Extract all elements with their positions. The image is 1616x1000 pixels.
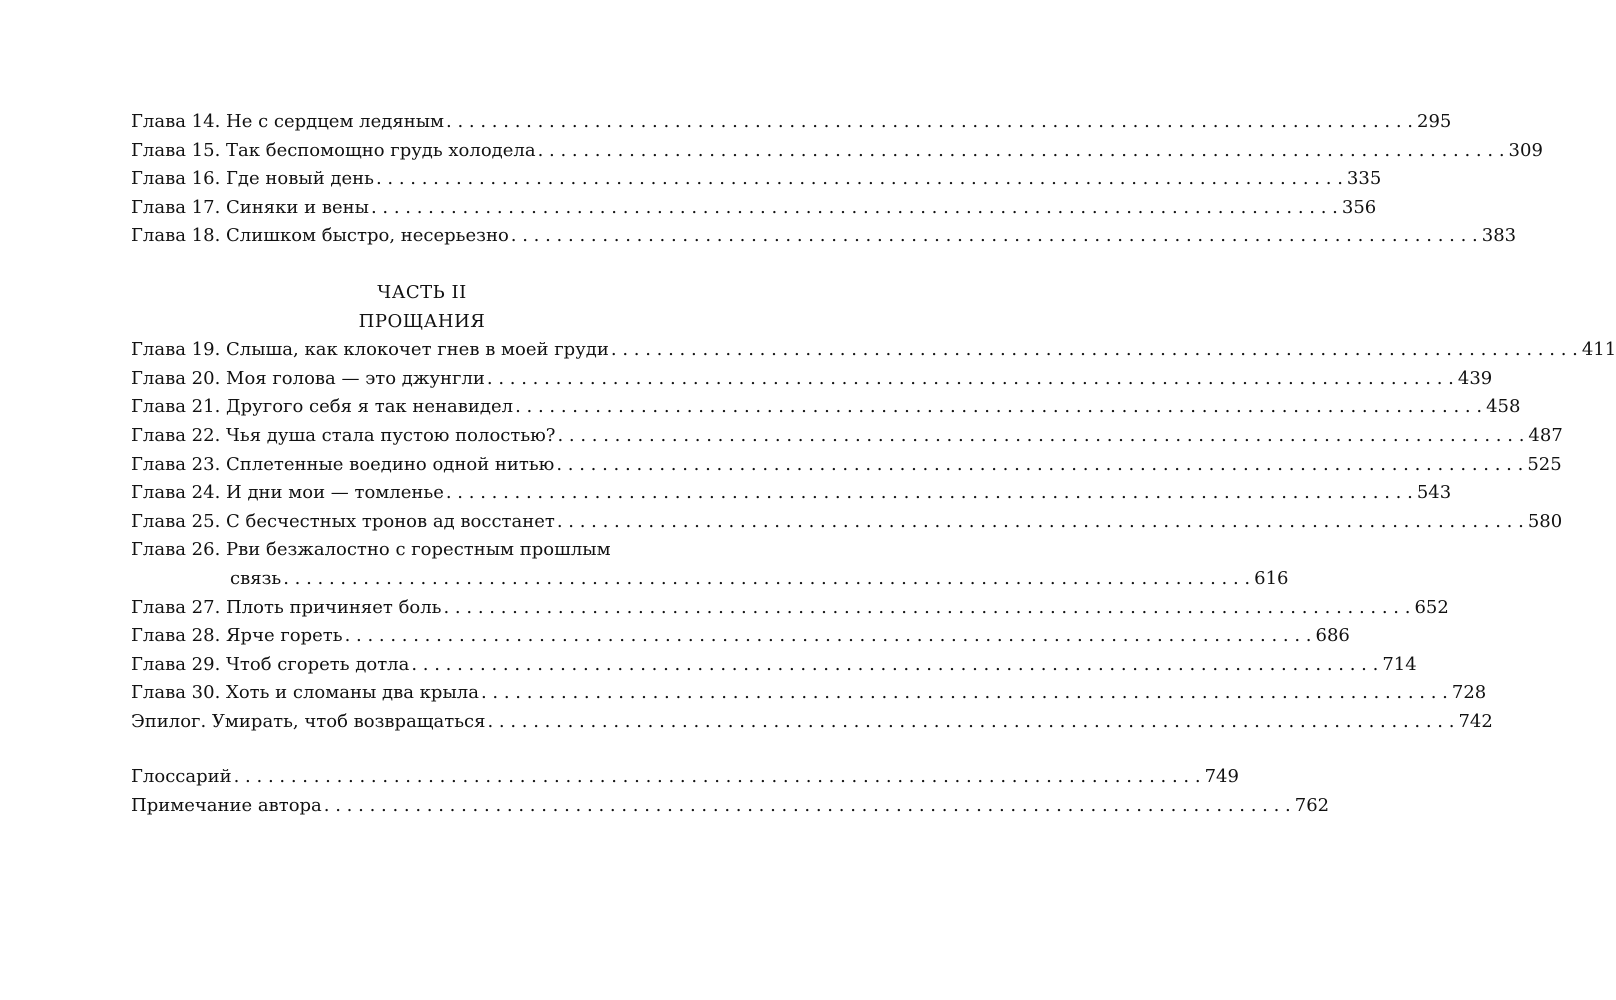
toc-entry-page: 652 <box>1414 596 1449 618</box>
toc-entry <box>131 763 1239 792</box>
toc-entry-title: Глава 27. Плоть причиняет боль <box>131 596 442 618</box>
toc-entry-page: 383 <box>1481 225 1517 247</box>
toc-entry-title: Глава 22. Чья душа стала пустою полостью? <box>131 424 556 446</box>
toc-entry-title: Глава 19. Слыша, как клокочет гнев в моей груди <box>131 339 609 361</box>
toc-entry-title: Глава 16. Где новый день <box>131 168 374 190</box>
toc-entry-page: 335 <box>1346 168 1382 190</box>
toc-entry-title: Глава 30. Хоть и сломаны два крыла <box>131 682 479 704</box>
toc-entry-title-line2: связь <box>230 567 282 589</box>
toc-entry-page: 580 <box>1527 510 1563 532</box>
toc-entry-page: 309 <box>1508 139 1543 161</box>
toc-entry <box>131 708 1493 737</box>
toc-entry-page: 295 <box>1417 111 1452 132</box>
toc-entry-title-line1: Глава 26. Рви безжалостно с горестным прошлым <box>131 539 611 561</box>
toc-leader-dots <box>487 365 1454 394</box>
toc-entry-page: 742 <box>1458 710 1493 732</box>
toc-entry <box>131 479 1452 508</box>
toc-entry-page: 686 <box>1315 625 1350 647</box>
toc-leader-dots <box>611 336 1578 365</box>
toc-entry <box>131 165 1382 194</box>
toc-leader-dots <box>345 622 1312 651</box>
toc-entry-title: Глава 23. Сплетенные воедино одной нитью <box>131 453 555 475</box>
toc-leader-dots <box>538 137 1505 166</box>
toc-leader-dots <box>487 708 1454 737</box>
toc-entry-page: 356 <box>1341 196 1377 218</box>
toc-entry <box>131 422 1563 451</box>
toc-entry-page: 616 <box>1254 567 1289 589</box>
toc-entry <box>131 679 1487 708</box>
toc-entry-title: Глава 17. Синяки и вены <box>131 196 369 218</box>
toc-leader-dots <box>481 679 1448 708</box>
toc-leader-dots <box>557 508 1524 537</box>
toc-entry-page: 439 <box>1457 367 1493 389</box>
toc-entry-title: Примечание автора <box>131 795 322 817</box>
toc-entry-page: 762 <box>1294 795 1330 817</box>
toc-leader-dots <box>557 422 1524 451</box>
toc-entry <box>131 222 1517 251</box>
toc-entry <box>131 336 1616 365</box>
toc-entry <box>131 393 1521 422</box>
toc-entry-title: Глава 15. Так беспомощно грудь холодела <box>131 139 536 161</box>
toc-leader-dots <box>556 451 1523 480</box>
toc-entry <box>131 451 1562 480</box>
toc-entry-title: Глава 20. Моя голова — это джунгли <box>131 367 485 389</box>
toc-entry <box>131 137 1543 166</box>
toc-entry <box>131 594 1449 623</box>
toc-entry-title: Глава 29. Чтоб сгореть дотла <box>131 653 410 675</box>
toc-entry-title: Глава 18. Слишком быстро, несерьезно <box>131 225 509 247</box>
toc-section-part1 <box>131 108 1543 251</box>
part-label: ЧАСТЬ II <box>377 281 467 303</box>
toc-leader-dots <box>511 222 1478 251</box>
toc-entry-title: Глава 24. И дни мои — томленье <box>131 482 444 504</box>
toc-leader-dots <box>443 594 1410 623</box>
toc-entry-page: 749 <box>1204 766 1239 788</box>
toc-entry-page: 411 <box>1581 339 1616 361</box>
toc-entry <box>131 792 1330 821</box>
toc-leader-dots <box>324 792 1291 821</box>
toc-entry <box>131 365 1493 394</box>
toc-entry-page: 714 <box>1382 653 1417 675</box>
toc-leader-dots <box>376 165 1343 194</box>
toc-entry <box>131 565 1289 594</box>
section-spacer <box>131 736 713 763</box>
toc-entry <box>131 651 1417 680</box>
toc-entry-title: Глоссарий <box>131 766 232 788</box>
toc-entry <box>131 108 1452 137</box>
toc-entry-page: 543 <box>1416 482 1452 504</box>
toc-leader-dots <box>446 108 1413 137</box>
toc-entry-title: Глава 21. Другого себя я так ненавидел <box>131 396 514 418</box>
toc-entry-page: 728 <box>1451 682 1487 704</box>
toc-entry-title: Глава 25. С бесчестных тронов ад восстанет <box>131 510 555 532</box>
toc-section-back-matter <box>131 763 1330 820</box>
toc-section-part2 <box>131 336 1616 736</box>
toc-leader-dots <box>446 479 1413 508</box>
toc-entry <box>131 622 1350 651</box>
toc-leader-dots <box>283 565 1250 594</box>
table-of-contents <box>131 108 1616 821</box>
toc-entry-title: Глава 28. Ярче гореть <box>131 625 343 647</box>
toc-entry-title: Эпилог. Умирать, чтоб возвращаться <box>131 710 486 732</box>
toc-entry-page: 458 <box>1486 396 1521 418</box>
toc-leader-dots <box>371 194 1338 223</box>
section-spacer <box>131 251 713 279</box>
toc-entry-title: Глава 14. Не с сердцем ледяным <box>131 111 445 132</box>
toc-entry <box>131 194 1377 223</box>
toc-entry-page: 525 <box>1527 453 1562 475</box>
toc-entry <box>131 508 1563 537</box>
toc-leader-dots <box>411 651 1378 680</box>
toc-leader-dots <box>234 763 1201 792</box>
toc-leader-dots <box>515 393 1482 422</box>
part-title: ПРОЩАНИЯ <box>358 310 486 332</box>
toc-entry-page: 487 <box>1528 424 1563 446</box>
